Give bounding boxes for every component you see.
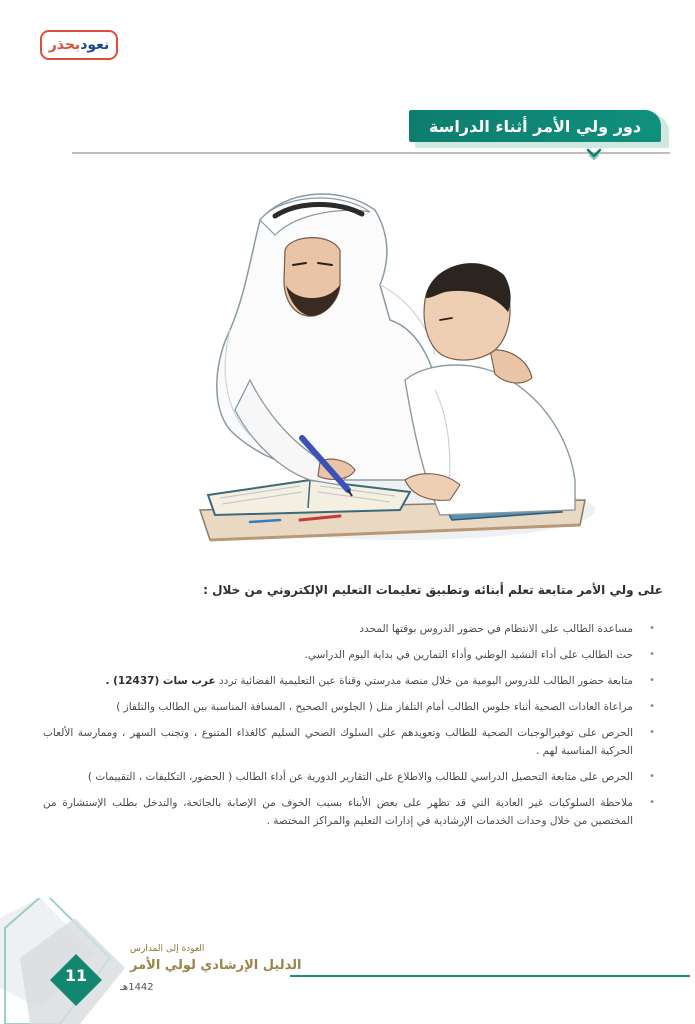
guidance-list: [43, 620, 655, 838]
list-item-emphasis: عرب سات (12437) .: [105, 675, 216, 687]
title-banner-bar: [409, 110, 661, 142]
footer-title: الدليل الإرشادي لولي الأمر: [130, 958, 302, 973]
father-son-study-illustration: [190, 180, 600, 555]
logo-text-part1: نعود: [80, 37, 110, 53]
intro-paragraph: على ولي الأمر متابعة تعلم أبنائه وتطبيق تعليمات التعليم الإلكتروني من خلال :: [203, 583, 663, 597]
list-item: [43, 646, 655, 664]
footer-year: 1442هـ: [120, 982, 154, 993]
logo-text-part2: بحذر: [48, 37, 81, 53]
list-item-text: مراعاة العادات الصحية أثناء جلوس الطالب أمام التلفاز مثل ( الجلوس الصحيح ، المسافة المناسبة بين الطالب والتلفاز ): [116, 701, 633, 713]
list-item: [43, 724, 655, 760]
list-item-text: ملاحظة السلوكيات غير العادية التي قد تظهر على بعض الأبناء بسبب الخوف من الإصابة بالجائحة، والتدخل بطلب الإستشارة من المختصين من خلال وحدات الخدمات الإرشادية في إدارات التعليم والمراكز المختصة .: [43, 797, 633, 827]
chevron-down-icon: [586, 146, 602, 162]
page-number: 11: [64, 966, 88, 985]
list-item: [43, 768, 655, 786]
footer-divider: [290, 975, 690, 977]
list-item: [43, 794, 655, 830]
list-item-text: متابعة حضور الطالب للدروس اليومية من خلال منصة مدرستي وقناة عين التعليمية الفضائية تردد: [218, 675, 633, 687]
logo: [40, 30, 118, 60]
title-divider: [72, 152, 670, 154]
list-item: [43, 620, 655, 638]
list-item: [43, 672, 655, 690]
section-title-banner: [409, 110, 669, 146]
footer-subtitle: العودة إلى المدارس: [130, 944, 205, 954]
list-item-text: مساعدة الطالب على الانتظام في حضور الدروس بوقتها المحدد: [359, 623, 633, 635]
list-item-text: الحرص على متابعة التحصيل الدراسي للطالب والاطلاع على التقارير الدورية عن أداء الطالب ( الحضور، التكليفات ، التقييمات ): [87, 771, 633, 783]
list-item-text: حث الطالب على أداء النشيد الوطني وأداء التمارين في بداية اليوم الدراسي.: [304, 649, 633, 661]
page-title: دور ولي الأمر أثناء الدراسة: [428, 116, 642, 136]
list-item-text: الحرص على توفيرالوجبات الصحية للطالب وتعويدهم على السلوك الصحي السليم كالغذاء المتنوع ، وتجنب السهر ، وممارسة الألعاب الحركية المناسبة لهم .: [43, 727, 633, 757]
list-item: [43, 698, 655, 716]
